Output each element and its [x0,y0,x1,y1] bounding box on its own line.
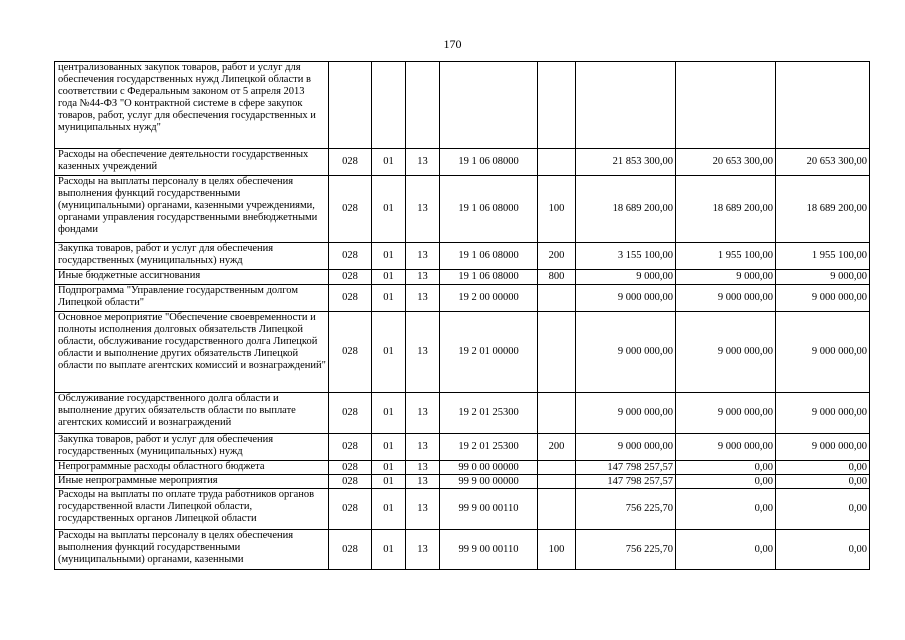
amount-year-1: 9 000 000,00 [576,434,676,461]
grbs-code: 028 [329,176,372,243]
table-row [55,434,870,461]
table-body [55,62,870,570]
subsection-code: 13 [406,176,440,243]
amount-year-2: 18 689 200,00 [676,176,776,243]
amount-year-3: 0,00 [776,461,870,475]
section-code: 01 [372,489,406,530]
target-article-code: 19 2 01 00000 [440,312,538,393]
amount-year-3: 9 000,00 [776,270,870,285]
amount-year-1: 9 000,00 [576,270,676,285]
amount-year-1: 756 225,70 [576,489,676,530]
budget-table [54,61,870,570]
expense-type-code [538,461,576,475]
target-article-code: 99 9 00 00110 [440,530,538,570]
row-name: Обслуживание государственного долга области и выполнение других обязательств области по выплате агентских комиссий и вознаграждений [55,393,329,434]
amount-year-3: 9 000 000,00 [776,285,870,312]
subsection-code: 13 [406,461,440,475]
table-row [55,489,870,530]
row-name: Иные бюджетные ассигнования [55,270,329,285]
grbs-code: 028 [329,312,372,393]
amount-year-3: 0,00 [776,475,870,489]
amount-year-1: 147 798 257,57 [576,475,676,489]
row-name: Закупка товаров, работ и услуг для обеспечения государственных (муниципальных) нужд [55,243,329,270]
amount-year-1: 18 689 200,00 [576,176,676,243]
table-row [55,149,870,176]
expense-type-code [538,285,576,312]
target-article-code: 19 1 06 08000 [440,149,538,176]
section-code: 01 [372,393,406,434]
section-code: 01 [372,461,406,475]
section-code: 01 [372,270,406,285]
grbs-code: 028 [329,285,372,312]
amount-year-1: 9 000 000,00 [576,285,676,312]
grbs-code: 028 [329,149,372,176]
grbs-code: 028 [329,489,372,530]
section-code: 01 [372,285,406,312]
grbs-code: 028 [329,393,372,434]
amount-year-2: 1 955 100,00 [676,243,776,270]
amount-year-3: 9 000 000,00 [776,312,870,393]
amount-year-2: 0,00 [676,475,776,489]
amount-year-1: 21 853 300,00 [576,149,676,176]
table-row [55,393,870,434]
amount-year-2: 9 000,00 [676,270,776,285]
expense-type-code: 100 [538,176,576,243]
amount-year-3: 9 000 000,00 [776,393,870,434]
target-article-code: 19 2 01 25300 [440,393,538,434]
table-row [55,270,870,285]
section-code [372,62,406,149]
section-code: 01 [372,530,406,570]
section-code: 01 [372,312,406,393]
expense-type-code [538,475,576,489]
expense-type-code [538,149,576,176]
expense-type-code: 800 [538,270,576,285]
row-name: Основное мероприятие "Обеспечение своевременности и полноты исполнения долговых обязательств Липецкой области, обслуживание государственного долга Липецкой области и выполнение других обязательств Липецкой области по выплате агентских комиссий и вознаграждений" [55,312,329,393]
amount-year-1: 147 798 257,57 [576,461,676,475]
row-name: Расходы на выплаты по оплате труда работников органов государственной власти Липецкой области, государственных органов Липецкой области [55,489,329,530]
amount-year-3 [776,62,870,149]
amount-year-3: 0,00 [776,489,870,530]
amount-year-2: 0,00 [676,489,776,530]
target-article-code: 19 2 00 00000 [440,285,538,312]
grbs-code: 028 [329,475,372,489]
amount-year-3: 9 000 000,00 [776,434,870,461]
amount-year-1: 3 155 100,00 [576,243,676,270]
amount-year-1 [576,62,676,149]
target-article-code: 99 9 00 00110 [440,489,538,530]
table-row [55,176,870,243]
expense-type-code: 200 [538,434,576,461]
amount-year-3: 1 955 100,00 [776,243,870,270]
row-name: централизованных закупок товаров, работ и услуг для обеспечения государственных нужд Липецкой области в соответствии с Федеральным законом от 5 апреля 2013 года №44-ФЗ "О контрактной системе в сфере закупок товаров, работ, услуг для обеспечения государственных и муниципальных нужд" [55,62,329,149]
amount-year-3: 0,00 [776,530,870,570]
expense-type-code: 100 [538,530,576,570]
subsection-code: 13 [406,243,440,270]
subsection-code: 13 [406,489,440,530]
expense-type-code [538,393,576,434]
amount-year-3: 20 653 300,00 [776,149,870,176]
table-row [55,285,870,312]
section-code: 01 [372,176,406,243]
amount-year-2: 0,00 [676,461,776,475]
grbs-code: 028 [329,270,372,285]
amount-year-2: 9 000 000,00 [676,434,776,461]
table-row [55,530,870,570]
target-article-code: 19 1 06 08000 [440,243,538,270]
target-article-code: 19 2 01 25300 [440,434,538,461]
target-article-code: 99 0 00 00000 [440,461,538,475]
section-code: 01 [372,434,406,461]
amount-year-1: 9 000 000,00 [576,393,676,434]
amount-year-3: 18 689 200,00 [776,176,870,243]
subsection-code: 13 [406,434,440,461]
page-number: 170 [443,37,462,51]
amount-year-2: 9 000 000,00 [676,285,776,312]
amount-year-2: 0,00 [676,530,776,570]
expense-type-code [538,62,576,149]
section-code: 01 [372,243,406,270]
amount-year-2: 20 653 300,00 [676,149,776,176]
subsection-code: 13 [406,285,440,312]
amount-year-2 [676,62,776,149]
amount-year-2: 9 000 000,00 [676,312,776,393]
grbs-code: 028 [329,530,372,570]
subsection-code: 13 [406,312,440,393]
row-name: Закупка товаров, работ и услуг для обеспечения государственных (муниципальных) нужд [55,434,329,461]
section-code: 01 [372,475,406,489]
target-article-code: 19 1 06 08000 [440,176,538,243]
amount-year-1: 756 225,70 [576,530,676,570]
target-article-code: 19 1 06 08000 [440,270,538,285]
expense-type-code [538,489,576,530]
grbs-code: 028 [329,461,372,475]
target-article-code [440,62,538,149]
expense-type-code: 200 [538,243,576,270]
subsection-code: 13 [406,149,440,176]
subsection-code [406,62,440,149]
target-article-code: 99 9 00 00000 [440,475,538,489]
table-row [55,312,870,393]
subsection-code: 13 [406,393,440,434]
subsection-code: 13 [406,530,440,570]
expense-type-code [538,312,576,393]
row-name: Расходы на выплаты персоналу в целях обеспечения выполнения функций государственными (муниципальными) органами, казенными [55,530,329,570]
amount-year-2: 9 000 000,00 [676,393,776,434]
grbs-code: 028 [329,243,372,270]
table-row [55,243,870,270]
row-name: Расходы на выплаты персоналу в целях обеспечения выполнения функций государственными (муниципальными) органами, казенными учреждениями, органами управления государственными внебюджетными фондами [55,176,329,243]
subsection-code: 13 [406,475,440,489]
row-name: Иные непрограммные мероприятия [55,475,329,489]
section-code: 01 [372,149,406,176]
row-name: Подпрограмма "Управление государственным долгом Липецкой области" [55,285,329,312]
grbs-code [329,62,372,149]
amount-year-1: 9 000 000,00 [576,312,676,393]
subsection-code: 13 [406,270,440,285]
row-name: Непрограммные расходы областного бюджета [55,461,329,475]
table-row [55,475,870,489]
grbs-code: 028 [329,434,372,461]
table-row [55,62,870,149]
row-name: Расходы на обеспечение деятельности государственных казенных учреждений [55,149,329,176]
table-row [55,461,870,475]
